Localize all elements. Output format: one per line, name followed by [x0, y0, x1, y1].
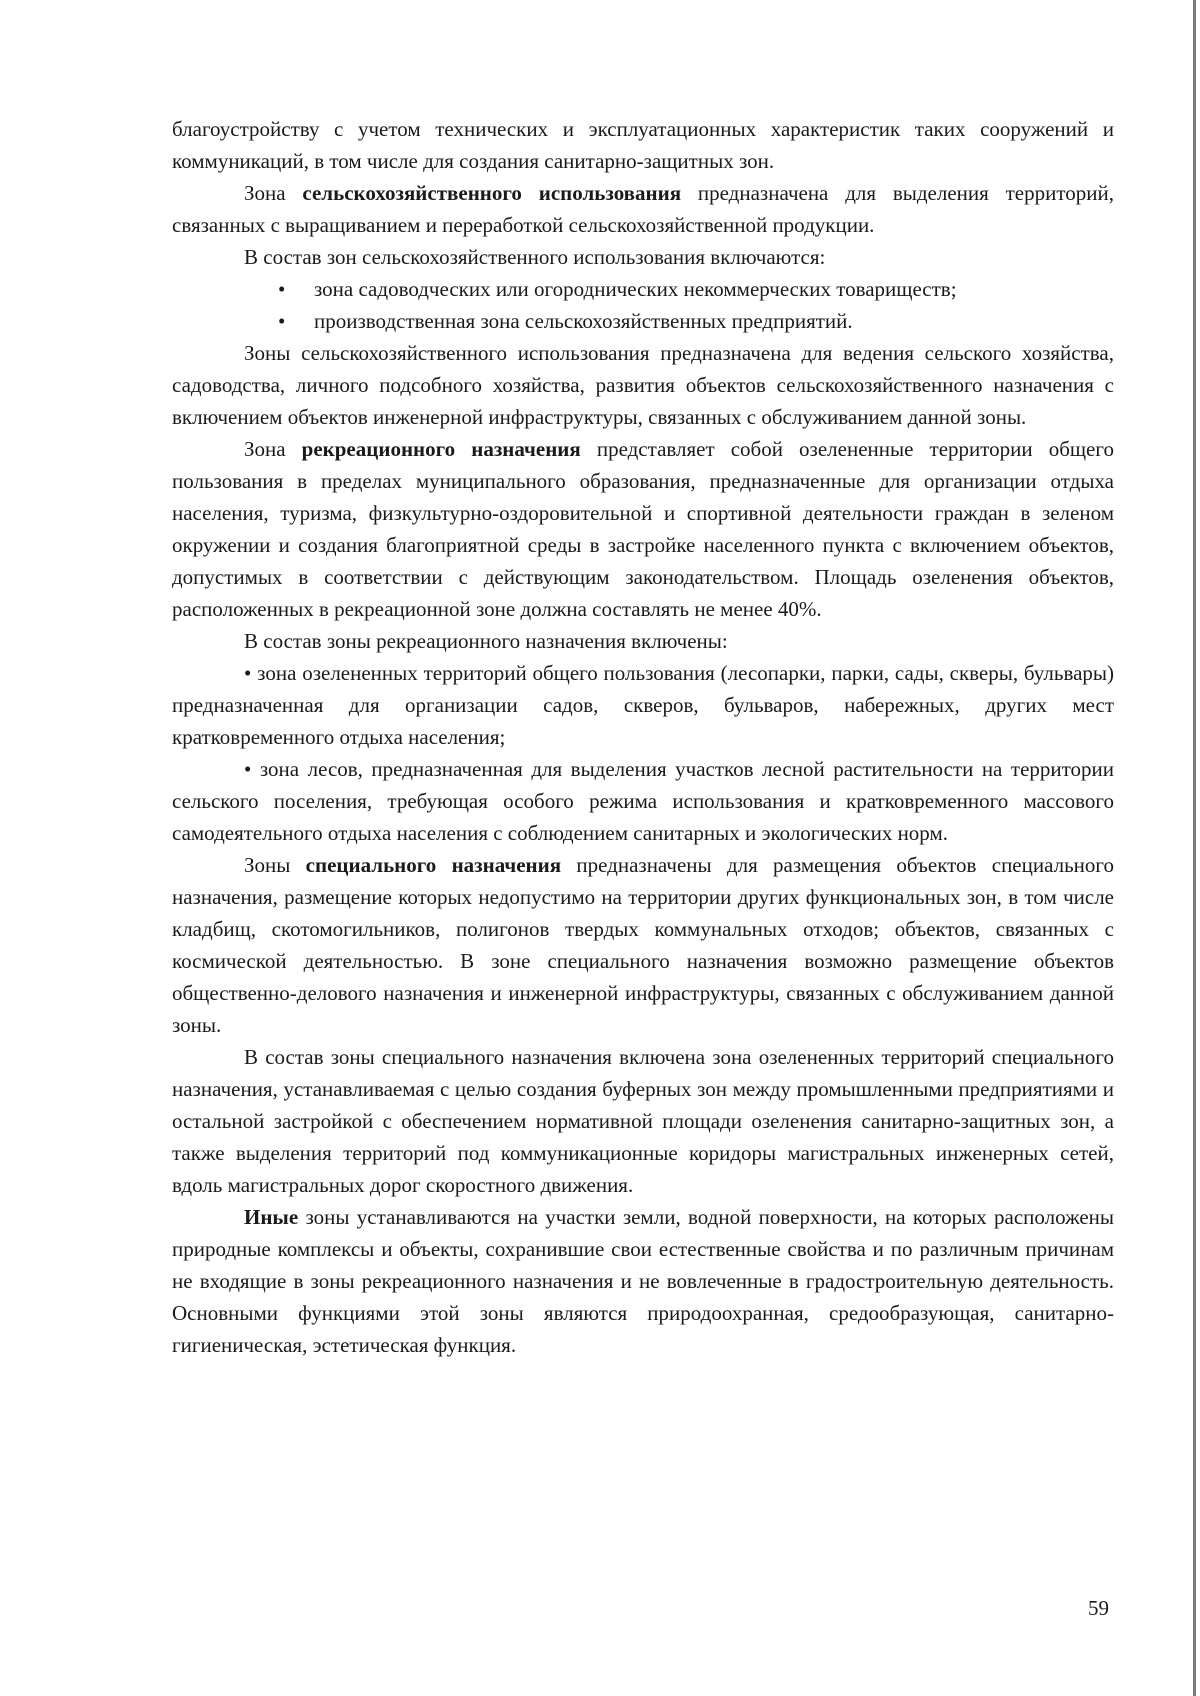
paragraph-text: Зона [244, 181, 303, 205]
document-body [172, 113, 1114, 1361]
agricultural-zones-list [172, 273, 1114, 337]
bullet-icon: • [244, 661, 252, 685]
paragraph-other-zones [172, 1201, 1114, 1361]
paragraph-text: предназначена для выделения территорий, связанных с выращиванием и переработкой сельскохозяйственной продукции. [172, 181, 1114, 237]
bullet-paragraph-green-areas [172, 657, 1114, 753]
paragraph-text: Зона [244, 437, 302, 461]
paragraph-text: представляет собой озелененные территории общего пользования в пределах муниципального образования, предназначенные для организации отдыха населения, туризма, физкультурно-оздоровительной и спортивной деятельности граждан в зеленом окружении и создания благоприятной среды в застройке населенного пункта с включением объектов, допустимых в соответствии с действующим законодательством. Площадь озеленения объектов, расположенных в рекреационной зоне должна составлять не менее 40%. [172, 437, 1114, 621]
page-number: 59 [1088, 1596, 1109, 1620]
paragraph-agricultural-zone [172, 177, 1114, 241]
paragraph-continuation: благоустройству с учетом технических и эксплуатационных характеристик таких сооружений и коммуникаций, в том числе для создания санитарно-защитных зон. [172, 117, 1114, 173]
paragraph-text: зона лесов, предназначенная для выделения участков лесной растительности на территории сельского поселения, требующая особого режима использования и кратковременного массового самодеятельного отдыха населения с соблюдением санитарных и экологических норм. [172, 757, 1115, 845]
term-other: Иные [244, 1205, 299, 1229]
paragraph-text: зона озелененных территорий общего пользования (лесопарки, парки, сады, скверы, бульвары) предназначенная для организации садов, скверов, бульваров, набережных, других мест кратковременного отдыха населения; [172, 661, 1114, 749]
paragraph-agricultural-purpose: Зоны сельскохозяйственного использования предназначена для ведения сельского хозяйства, садоводства, личного подсобного хозяйства, развития объектов сельскохозяйственного назначения с включением объектов инженерной инфраструктуры, связанных с обслуживанием данной зоны. [172, 341, 1114, 429]
paragraph-text: предназначены для размещения объектов специального назначения, размещение которых недопустимо на территории других функциональных зон, в том числе кладбищ, скотомогильников, полигонов твердых коммунальных отходов; объектов, связанных с космической деятельностью. В зоне специального назначения возможно размещение объектов общественно-делового назначения и инженерной инфраструктуры, связанных с обслуживанием данной зоны. [172, 853, 1114, 1037]
paragraph-special-zone [172, 849, 1114, 1041]
paragraph-agricultural-composition: В состав зон сельскохозяйственного использования включаются: [244, 245, 826, 269]
list-item: • производственная зона сельскохозяйственных предприятий. [172, 305, 1114, 337]
paragraph-recreational-zone [172, 433, 1114, 625]
paragraph-text: Зоны [244, 853, 306, 877]
list-item: • зона садоводческих или огороднических некоммерческих товариществ; [172, 273, 1114, 305]
term-special-purpose: специального назначения [305, 853, 562, 877]
term-recreational-purpose: рекреационного назначения [301, 437, 581, 461]
bullet-icon: • [244, 757, 252, 781]
term-agricultural-use: сельскохозяйственного использования [302, 181, 682, 205]
paragraph-text: зоны устанавливаются на участки земли, водной поверхности, на которых расположены природные комплексы и объекты, сохранившие свои естественные свойства и по различным причинам не входящие в зоны рекреационного назначения и не вовлеченные в градостроительную деятельность. Основными функциями этой зоны являются природоохранная, средообразующая, санитарно-гигиеническая, эстетическая функция. [172, 1205, 1114, 1357]
bullet-paragraph-forests [172, 753, 1114, 849]
paragraph-special-composition: В состав зоны специального назначения включена зона озелененных территорий специального назначения, устанавливаемая с целью создания буферных зон между промышленными предприятиями и остальной застройкой с обеспечением нормативной площади озеленения санитарно-защитных зон, а также выделения территорий под коммуникационные коридоры магистральных инженерных сетей, вдоль магистральных дорог скоростного движения. [172, 1045, 1114, 1197]
paragraph-recreational-composition: В состав зоны рекреационного назначения включены: [244, 629, 728, 653]
